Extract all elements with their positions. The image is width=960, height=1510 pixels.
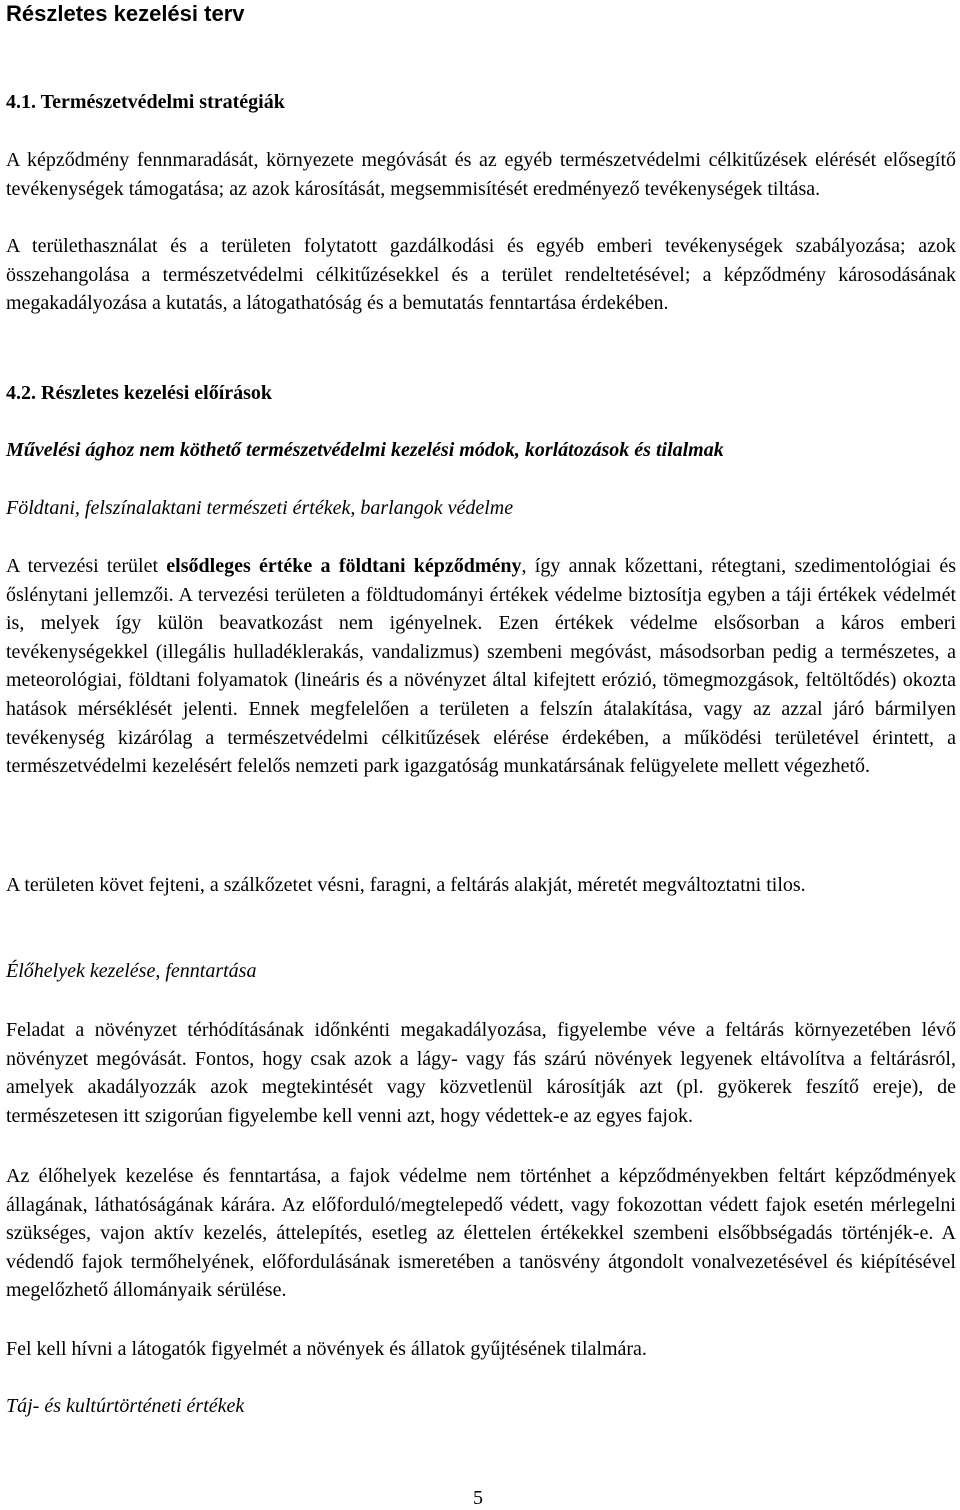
habitat-paragraph-2: Az élőhelyek kezelése és fenntartása, a fajok védelme nem történhet a képződményekben feltárt képződmények állagának, láthatóságának kárára. Az előforduló/megtelepedő védett, vagy fokozottan védett fajok esetén mérlegelni szükséges, vajon aktív kezelés, áttelepítés, esetleg az élettelen értékekkel szembeni elsőbbségadás történjék-e. A védendő fajok termőhelyének, előfordulásának ismeretében a tanösvény átgondolt vonalvezetésével és kiépítésével megelőzhető állományaik sérülése. bbox=[6, 1165, 956, 1302]
section-heading-4-1: 4.1. Természetvédelmi stratégiák bbox=[6, 91, 285, 113]
strategy-paragraph-2: A területhasználat és a területen folytatott gazdálkodási és egyéb emberi tevékenységek szabályozása; azok összehangolása a természetvédelmi célkitűzésekkel és a terület rendeltetésével; a képződmény károsodásának megakadályozása a kutatás, a látogathatóság és a bemutatás fenntartása érdekében. bbox=[6, 235, 956, 315]
habitat-paragraph-3: Fel kell hívni a látogatók figyelmét a növények és állatok gyűjtésének tilalmára. bbox=[6, 1338, 647, 1360]
habitat-paragraph-1: Feladat a növényzet térhódításának időnkénti megakadályozása, figyelembe véve a feltárás környezetében lévő növényzet megóvását. Fontos, hogy csak azok a lágy- vagy fás szárú növények legyenek eltávolítva a feltárásról, amelyek akadályozzák azok megtekintését vagy közvetlenül károsítják azt (pl. gyökerek feszítő ereje), de természetesen itt szigorúan figyelembe kell venni azt, hogy védettek-e az egyes fajok. bbox=[6, 1019, 956, 1127]
section-heading-4-2: 4.2. Részletes kezelési előírások bbox=[6, 382, 273, 404]
subheading-geological-values: Földtani, felszínalaktani természeti értékek, barlangok védelme bbox=[6, 497, 514, 519]
document-title: Részletes kezelési terv bbox=[6, 1, 245, 26]
geo-para-bold: elsődleges értéke a földtani képződmény bbox=[166, 555, 522, 577]
strategy-paragraph-1 bbox=[6, 146, 956, 204]
subheading-landscape-cultural: Táj- és kultúrtörténeti értékek bbox=[6, 1395, 245, 1417]
subheading-habitats: Élőhelyek kezelése, fenntartása bbox=[6, 960, 257, 982]
strategy-paragraph-1-text: A képződmény fennmaradását, környezete megóvását és az egyéb természetvédelmi célkitűzések elérését elősegítő tevékenységek támogatása; az azok károsítását, megsemmisítését eredményező tevékenységek tiltása. bbox=[6, 149, 956, 200]
geo-para-start: A tervezési terület bbox=[6, 555, 167, 577]
geological-paragraph-1 bbox=[6, 552, 956, 781]
geological-paragraph-2: A területen követ fejteni, a szálkőzetet vésni, faragni, a feltárás alakját, méretét megváltoztatni tilos. bbox=[6, 874, 806, 896]
geo-para-rest: , így annak kőzettani, rétegtani, szedimentológiai és őslénytani jellemzői. A tervezési területen a földtudományi értékek védelme biztosítja egyben a táji értékek védelmét is, melyek így külön beavatkozást nem igényelnek. Ezen értékek védelme elsősorban a káros emberi tevékenységekkel (illegális hulladéklerakás, vandalizmus) szembeni megóvást, másodsorban pedig a természetes, a meteorológiai, földtani folyamatok (lineáris és a növényzet által kifejtett erózió, tömegmozgások, feltöltődés) okozta hatások mérséklését jelenti. Ennek megfelelően a területen a felszín átalakítása, vagy az azzal járó bármilyen tevékenység kizárólag a természetvédelmi célkitűzések elérése érdekében, a működési területével érintett, a természetvédelmi kezelésért felelős nemzeti park igazgatóság munkatársának felügyelete mellett végezhető. bbox=[6, 555, 956, 778]
page-number: 5 bbox=[473, 1487, 483, 1509]
subheading-management-rules: Művelési ághoz nem köthető természetvédelmi kezelési módok, korlátozások és tilalmak bbox=[6, 439, 724, 461]
